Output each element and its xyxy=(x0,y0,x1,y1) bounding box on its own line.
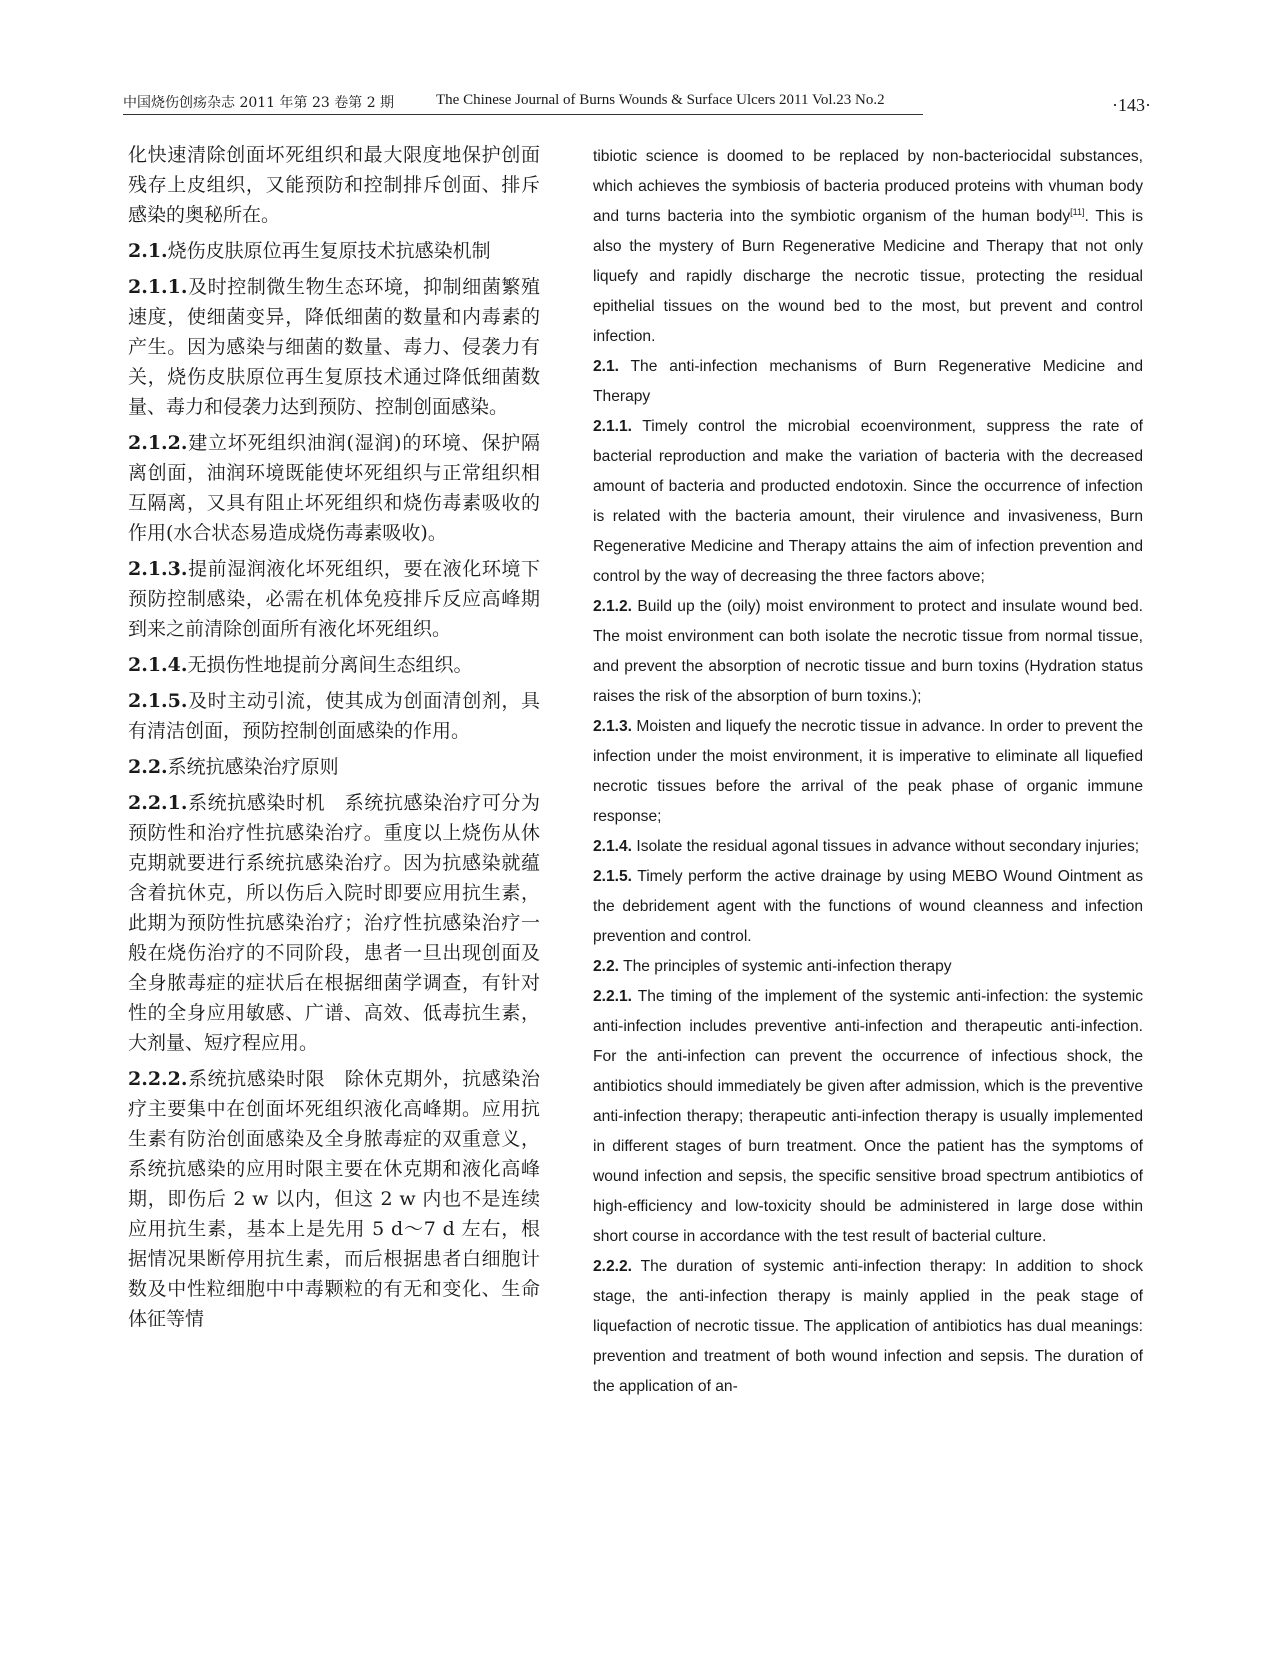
paragraph: 2.1.3. Moisten and liquefy the necrotic tissue in advance. In order to prevent the infection under the moist environment, it is imperative to eliminate all liquefied necrotic tissues before the arrival of the peak phase of organic immune response; xyxy=(593,718,1143,825)
paragraph: 2.2.1. The timing of the implement of the systemic anti-infection: the systemic anti-infection includes preventive anti-infection and therapeutic anti-infection. For the anti-infection can prevent the occurrence of infectious shock, the antibiotics should immediately be given after admission, which is the preventive anti-infection therapy; therapeutic anti-infection therapy is usually implemented in different stages of burn treatment. Once the patient has the symptoms of wound infection and sepsis, the specific sensitive broad spectrum antibiotics of high-efficiency and low-toxicity should be administered in large dose within short course in accordance with the test result of bacterial culture. xyxy=(593,988,1143,1245)
section-heading: 2.2.系统抗感染治疗原则 xyxy=(128,756,339,778)
chinese-text-column xyxy=(128,140,540,1340)
english-text-column xyxy=(593,142,1143,1402)
page-number: ·143· xyxy=(1112,95,1151,115)
paragraph: 2.1.5.及时主动引流，使其成为创面清创剂，具有清洁创面，预防控制创面感染的作用。 xyxy=(128,690,540,742)
paragraph: 2.1.4.无损伤性地提前分离间生态组织。 xyxy=(128,654,473,676)
paragraph: 化快速清除创面坏死组织和最大限度地保护创面残存上皮组织，又能预防和控制排斥创面、排斥感染的奥秘所在。 xyxy=(128,144,540,226)
running-header xyxy=(123,88,923,115)
paragraph: tibiotic science is doomed to be replaced by non-bacteriocidal substances, which achieves the symbiosis of bacteria produced proteins with vhuman body and turns bacteria into the symbiotic organism of the human body[11]. This is also the mystery of Burn Regenerative Medicine and Therapy that not only liquefy and rapidly discharge the necrotic tissue, protecting the residual epithelial tissues on the wound bed to the most, but prevent and control infection. xyxy=(593,148,1144,345)
paragraph: 2.2.2. The duration of systemic anti-infection therapy: In addition to shock stage, the anti-infection therapy is mainly applied in the peak stage of liquefaction of necrotic tissue. The application of antibiotics has dual meanings: prevention and treatment of both wound infection and sepsis. The duration of the application of an- xyxy=(593,1258,1143,1395)
section-heading: 2.2. The principles of systemic anti-infection therapy xyxy=(593,958,952,975)
paragraph: 2.2.1.系统抗感染时机 系统抗感染治疗可分为预防性和治疗性抗感染治疗。重度以上烧伤从休克期就要进行系统抗感染治疗。因为抗感染就蕴含着抗休克，所以伤后入院时即要应用抗生素，此期为预防性抗感染治疗；治疗性抗感染治疗一般在烧伤治疗的不同阶段，患者一旦出现创面及全身脓毒症的症状后在根据细菌学调查，有针对性的全身应用敏感、广谱、高效、低毒抗生素，大剂量、短疗程应用。 xyxy=(128,792,540,1054)
paragraph: 2.1.1.及时控制微生物生态环境，抑制细菌繁殖速度，使细菌变异，降低细菌的数量和内毒素的产生。因为感染与细菌的数量、毒力、侵袭力有关，烧伤皮肤原位再生复原技术通过降低细菌数量、毒力和侵袭力达到预防、控制创面感染。 xyxy=(128,276,540,418)
journal-title-chinese: 中国烧伤创疡杂志 2011 年第 23 卷第 2 期 xyxy=(123,95,395,111)
paragraph: 2.1.2.建立坏死组织油润(湿润)的环境、保护隔离创面，油润环境既能使坏死组织与正常组织相互隔离，又具有阻止坏死组织和烧伤毒素吸收的作用(水合状态易造成烧伤毒素吸收)。 xyxy=(128,432,540,544)
paragraph: 2.1.3.提前湿润液化坏死组织，要在液化环境下预防控制感染，必需在机体免疫排斥反应高峰期到来之前清除创面所有液化坏死组织。 xyxy=(128,558,540,640)
paragraph: 2.1.4. Isolate the residual agonal tissues in advance without secondary injuries; xyxy=(593,838,1140,855)
journal-title-english: The Chinese Journal of Burns Wounds & Surface Ulcers 2011 Vol.23 No.2 xyxy=(436,92,885,108)
paragraph: 2.1.1. Timely control the microbial ecoenvironment, suppress the rate of bacterial reproduction and make the variation of bacteria with the decreased amount of bacteria and producted endotoxin. Since the occurrence of infection is related with the bacteria amount, their virulence and invasiveness, Burn Regenerative Medicine and Therapy attains the aim of infection prevention and control by the way of decreasing the three factors above; xyxy=(593,418,1143,585)
citation-reference: [11] xyxy=(1070,207,1085,217)
paragraph: 2.1.5. Timely perform the active drainage by using MEBO Wound Ointment as the debridement agent with the functions of wound cleanness and infection prevention and control. xyxy=(593,868,1143,945)
section-heading: 2.1. The anti-infection mechanisms of Burn Regenerative Medicine and Therapy xyxy=(593,358,1143,405)
paragraph: 2.2.2.系统抗感染时限 除休克期外，抗感染治疗主要集中在创面坏死组织液化高峰期。应用抗生素有防治创面感染及全身脓毒症的双重意义，系统抗感染的应用时限主要在休克期和液化高峰期，即伤后 2 w 以内，但这 2 w 内也不是连续应用抗生素，基本上是先用 5 d～7 d 左右，根据情况果断停用抗生素，而后根据患者白细胞计数及中性粒细胞中中毒颗粒的有无和变化、生命体征等情 xyxy=(128,1068,540,1330)
section-heading: 2.1.烧伤皮肤原位再生复原技术抗感染机制 xyxy=(128,240,491,262)
paragraph: 2.1.2. Build up the (oily) moist environment to protect and insulate wound bed. The moist environment can both isolate the necrotic tissue from normal tissue, and prevent the absorption of necrotic tissue and burn toxins (Hydration status raises the risk of the absorption of burn toxins.); xyxy=(593,598,1143,705)
